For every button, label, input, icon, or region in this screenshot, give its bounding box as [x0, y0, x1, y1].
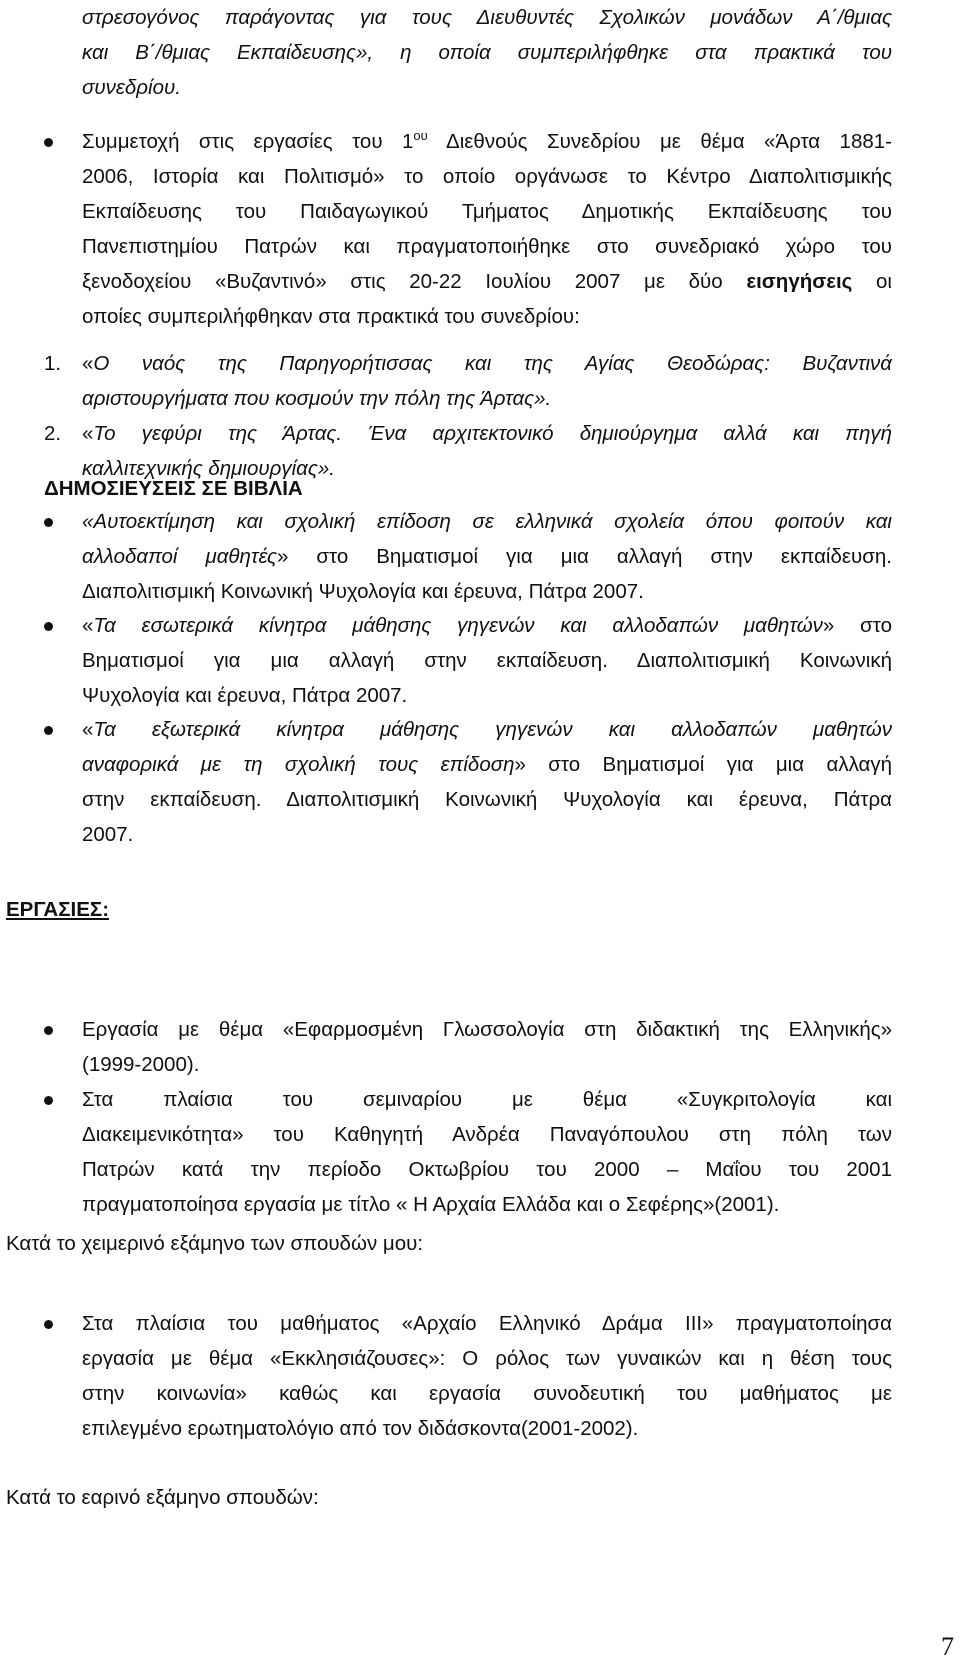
bullet-icon — [44, 622, 53, 631]
conference-line-3: Εκπαίδευσης του Παιδαγωγικού Τμήματος Δημοτικής Εκπαίδευσης του — [82, 200, 892, 223]
conference-sup: ου — [413, 128, 428, 144]
book-line-2-rest: » στο Βηματισμοί για μια αλλαγή — [514, 753, 893, 776]
bullet-icon — [44, 138, 53, 147]
conference-line-4: Πανεπιστημίου Πατρών και πραγματοποιήθηκε στο συνεδριακό χώρο του — [82, 235, 892, 258]
work-line-2: Διακειμενικότητα» του Καθηγητή Ανδρέα Παναγόπουλου στη πόλη των — [82, 1123, 892, 1146]
book-line-1: «Αυτοεκτίμηση και σχολική επίδοση σε ελληνικά σχολεία όπου φοιτούν και — [82, 510, 892, 533]
winter-item — [82, 1306, 892, 1446]
work-line-3: Πατρών κατά την περίοδο Οκτωβρίου του 2000 – Μαΐου του 2001 — [82, 1158, 892, 1181]
talk-open-quote: « — [82, 352, 94, 375]
intro-line-1: στρεσογόνος παράγοντας για τους Διευθυντές Σχολικών μονάδων Α΄/θμιας — [82, 6, 892, 29]
book-line-2: Βηματισμοί για μια αλλαγή στην εκπαίδευση. Διαπολιτισμική Κοινωνική — [82, 649, 892, 672]
bullet-icon — [44, 726, 53, 735]
book-line-1-italic: Τα εξωτερικά κίνητρα μάθησης γηγενών και αλλοδαπών μαθητών — [93, 718, 892, 741]
book-item — [82, 712, 892, 852]
winter-line-4: επιλεγμένο ερωτηματολόγιο από τον διδάσκοντα(2001-2002). — [82, 1417, 639, 1440]
conference-paragraph — [82, 124, 892, 334]
work-item — [82, 1082, 892, 1222]
talk-number: 2. — [44, 422, 62, 445]
book-item — [82, 608, 892, 713]
book-line-3: Ψυχολογία και έρευνα, Πάτρα 2007. — [82, 684, 408, 707]
books-heading: ΔΗΜΟΣΙΕΥΣΕΙΣ ΣΕ ΒΙΒΛΙΑ — [44, 477, 303, 500]
conference-line-5-bold: εισηγήσεις — [746, 270, 853, 293]
book-line-4: 2007. — [82, 823, 134, 846]
talk-line-2: αριστουργήματα που κοσμούν την πόλη της Άρτας». — [82, 387, 552, 410]
talk-open-quote: « — [82, 422, 94, 445]
work-line-2: (1999-2000). — [82, 1053, 200, 1076]
book-line-3: στην εκπαίδευση. Διαπολιτισμική Κοινωνική Ψυχολογία και έρευνα, Πάτρα — [82, 788, 892, 811]
book-line-2-italic: αναφορικά με τη σχολική τους επίδοση — [82, 753, 515, 776]
bullet-icon — [44, 1096, 53, 1105]
intro-line-3: συνεδρίου. — [82, 76, 181, 99]
intro-paragraph — [82, 0, 892, 105]
intro-line-2-italic: και Β΄/θμιας Εκπαίδευσης — [82, 41, 357, 64]
page-number: 7 — [941, 1632, 954, 1661]
bullet-icon — [44, 1320, 53, 1329]
winter-line-2: εργασία με θέμα «Εκκλησιάζουσες»: Ο ρόλος των γυναικών και η θέση τους — [82, 1347, 892, 1370]
work-line-1: Εργασία με θέμα «Εφαρμοσμένη Γλωσσολογία στη διδακτική της Ελληνικής» — [82, 1018, 892, 1041]
conference-line-5-end: οι — [876, 270, 892, 293]
conference-line-5: ξενοδοχείου «Βυζαντινό» στις 20-22 Ιουλίου 2007 με δύο — [82, 270, 723, 293]
bullet-icon — [44, 1026, 53, 1035]
winter-line-3: στην κοινωνία» καθώς και εργασία συνοδευτική του μαθήματος με — [82, 1382, 892, 1405]
works-heading: ΕΡΓΑΣΙΕΣ: — [6, 898, 110, 921]
intro-line-2-rest: », η οποία συμπεριλήφθηκε στα πρακτικά του — [356, 41, 893, 64]
conference-line-6: οποίες συμπεριλήφθηκαν στα πρακτικά του συνεδρίου: — [82, 305, 580, 328]
work-item — [82, 1012, 892, 1082]
winter-heading: Κατά το χειμερινό εξάμηνο των σπουδών μου: — [6, 1232, 424, 1255]
talk-line-1: Το γεφύρι της Άρτας. Ένα αρχιτεκτονικό δημιούργημα αλλά και πηγή — [93, 422, 892, 445]
book-line-2-italic: αλλοδαποί μαθητές — [82, 545, 277, 568]
talk-item — [82, 346, 892, 416]
book-line-2-rest: » στο Βηματισμοί για μια αλλαγή στην εκπαίδευση. — [276, 545, 892, 568]
talk-line-1: Ο ναός της Παρηγορήτισσας και της Αγίας Θεοδώρας: Βυζαντινά — [93, 352, 892, 375]
work-line-4: πραγματοποίησα εργασία με τίτλο « Η Αρχαία Ελλάδα και ο Σεφέρης»(2001). — [82, 1193, 780, 1216]
book-line-1-italic: Τα εσωτερικά κίνητρα μάθησης γηγενών και αλλοδαπών μαθητών — [93, 614, 823, 637]
conference-line-2: 2006, Ιστορία και Πολιτισμό» το οποίο οργάνωσε το Κέντρο Διαπολιτισμικής — [82, 165, 892, 188]
book-item — [82, 504, 892, 609]
conference-lead: Συμμετοχή στις εργασίες του 1 — [82, 130, 414, 153]
conference-line-1-rest: Διεθνούς Συνεδρίου με θέμα «Άρτα 1881- — [427, 130, 892, 153]
spring-heading: Κατά το εαρινό εξάμηνο σπουδών: — [6, 1486, 319, 1509]
book-line-3: Διαπολιτισμική Κοινωνική Ψυχολογία και έρευνα, Πάτρα 2007. — [82, 580, 644, 603]
talk-number: 1. — [44, 352, 62, 375]
bullet-icon — [44, 518, 53, 527]
book-open-quote: « — [82, 718, 94, 741]
work-line-1: Στα πλαίσια του σεμιναρίου με θέμα «Συγκριτολογία και — [82, 1088, 892, 1111]
book-line-1-rest: » στο — [822, 614, 892, 637]
talk-line-2: καλλιτεχνικής δημιουργίας». — [82, 457, 335, 480]
winter-line-1: Στα πλαίσια του μαθήματος «Αρχαίο Ελληνικό Δράμα ΙΙΙ» πραγματοποίησα — [82, 1312, 892, 1335]
book-open-quote: « — [82, 614, 94, 637]
